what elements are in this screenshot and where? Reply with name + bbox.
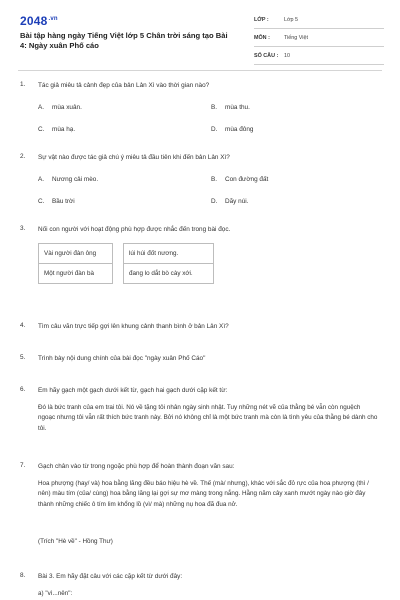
option-2c[interactable]: C. Bầu trời [38,198,75,205]
matching-table [38,243,214,284]
question-number: 4. [20,322,26,329]
question-8-subitem: a) "vì...nên": [38,590,73,597]
document-title: Bài tập hàng ngày Tiếng Việt lớp 5 Chân trời sáng tạo Bài 4: Ngày xuân Phố cáo [20,31,228,50]
matching-gap [113,244,124,264]
question-6-passage: Đó là bức tranh của em trai tôi. Nó về tặng tôi nhân ngày sinh nhật. Tuy những nét vẽ của thằng bé vẫn còn nguệch ngoạc nhưng tôi vẫn rất thích bức tranh này. Bởi nó không chỉ là một bức tranh mà còn là tình yêu của thằng bé dành cho tôi. [38,404,378,432]
option-1b[interactable]: B. mùa thu. [211,104,250,111]
question-7-source: (Trích "Hè về" - Hồng Thư) [38,538,113,545]
document-meta [254,14,384,68]
matching-activity-cell[interactable]: đang lo dắt bò cày xới. [124,264,214,284]
meta-count-label: SỐ CÂU : [254,53,279,59]
matching-gap [113,264,124,284]
meta-class-value: Lớp 5 [284,17,299,23]
question-number: 8. [20,572,26,579]
matching-person-cell[interactable]: Một người đàn bà [39,264,113,284]
question-number: 2. [20,153,26,160]
question-text: Tìm câu văn trực tiếp gợi lên khung cảnh thanh bình ở bản Lản Xì? [38,323,229,330]
question-number: 6. [20,386,26,393]
site-logo[interactable]: $2048^{.vn}$ [20,14,58,28]
question-text: Bài 3. Em hãy đặt câu với các cặp kết từ dưới đây: [38,573,183,580]
header-divider [18,70,382,71]
meta-count-row [254,50,384,65]
question-number: 7. [20,462,26,469]
question-number: 5. [20,354,26,361]
option-1d[interactable]: D. mùa đông [211,126,254,133]
meta-subject-row [254,32,384,47]
option-2d[interactable]: D. Dãy núi. [211,198,249,205]
matching-activity-cell[interactable]: lúi húi đốt nương. [124,244,214,264]
meta-subject-label: MÔN : [254,35,270,41]
document-header [0,0,400,64]
option-1a[interactable]: A. mùa xuân. [38,104,82,111]
question-text: Gạch chân vào từ trong ngoặc phù hợp để hoàn thành đoạn văn sau: [38,463,235,470]
option-2a[interactable]: A. Nương cải mèo. [38,176,99,183]
option-1c[interactable]: C. mùa hạ. [38,126,76,133]
question-number: 1. [20,81,26,88]
meta-class-row [254,14,384,29]
question-text: Sự vật nào được tác giả chú ý miêu tả đầu tiên khi đến bản Lản Xì? [38,154,230,161]
question-text: Em hãy gạch một gạch dưới kết từ, gạch hai gạch dưới cặp kết từ: [38,387,228,394]
question-text: Tác giả miêu tả cảnh đẹp của bản Lản Xì vào thời gian nào? [38,82,210,89]
option-2b[interactable]: B. Con đường đất [211,176,269,183]
meta-class-label: LỚP : [254,17,269,23]
meta-count-value: 10 [284,53,290,59]
matching-row [39,244,214,264]
meta-subject-value: Tiếng Việt [284,35,308,41]
question-7-passage: Hoa phượng (hay/ và) hoa bằng lăng đều báo hiệu hè về. Thế (mà/ nhưng), khác với sắc đỏ rực của hoa phượng (thì / nên) màu tím (của/ cùng) hoa bằng lăng lại gợi sự mơ màng trong nắng. Hằng năm cây xanh mướt ngày nào giờ đây thành những chiếc ô tím lim khổng lồ (vì/ mà) những nụ hoa đã đua nở. [38,480,369,508]
question-text: Trình bày nội dung chính của bài đọc "ngày xuân Phố Cáo" [38,355,206,362]
question-text: Nối con người với hoạt động phù hợp được nhắc đến trong bài đọc. [38,226,231,233]
matching-row [39,264,214,284]
question-number: 3. [20,225,26,232]
matching-person-cell[interactable]: Vài người đàn ông [39,244,113,264]
